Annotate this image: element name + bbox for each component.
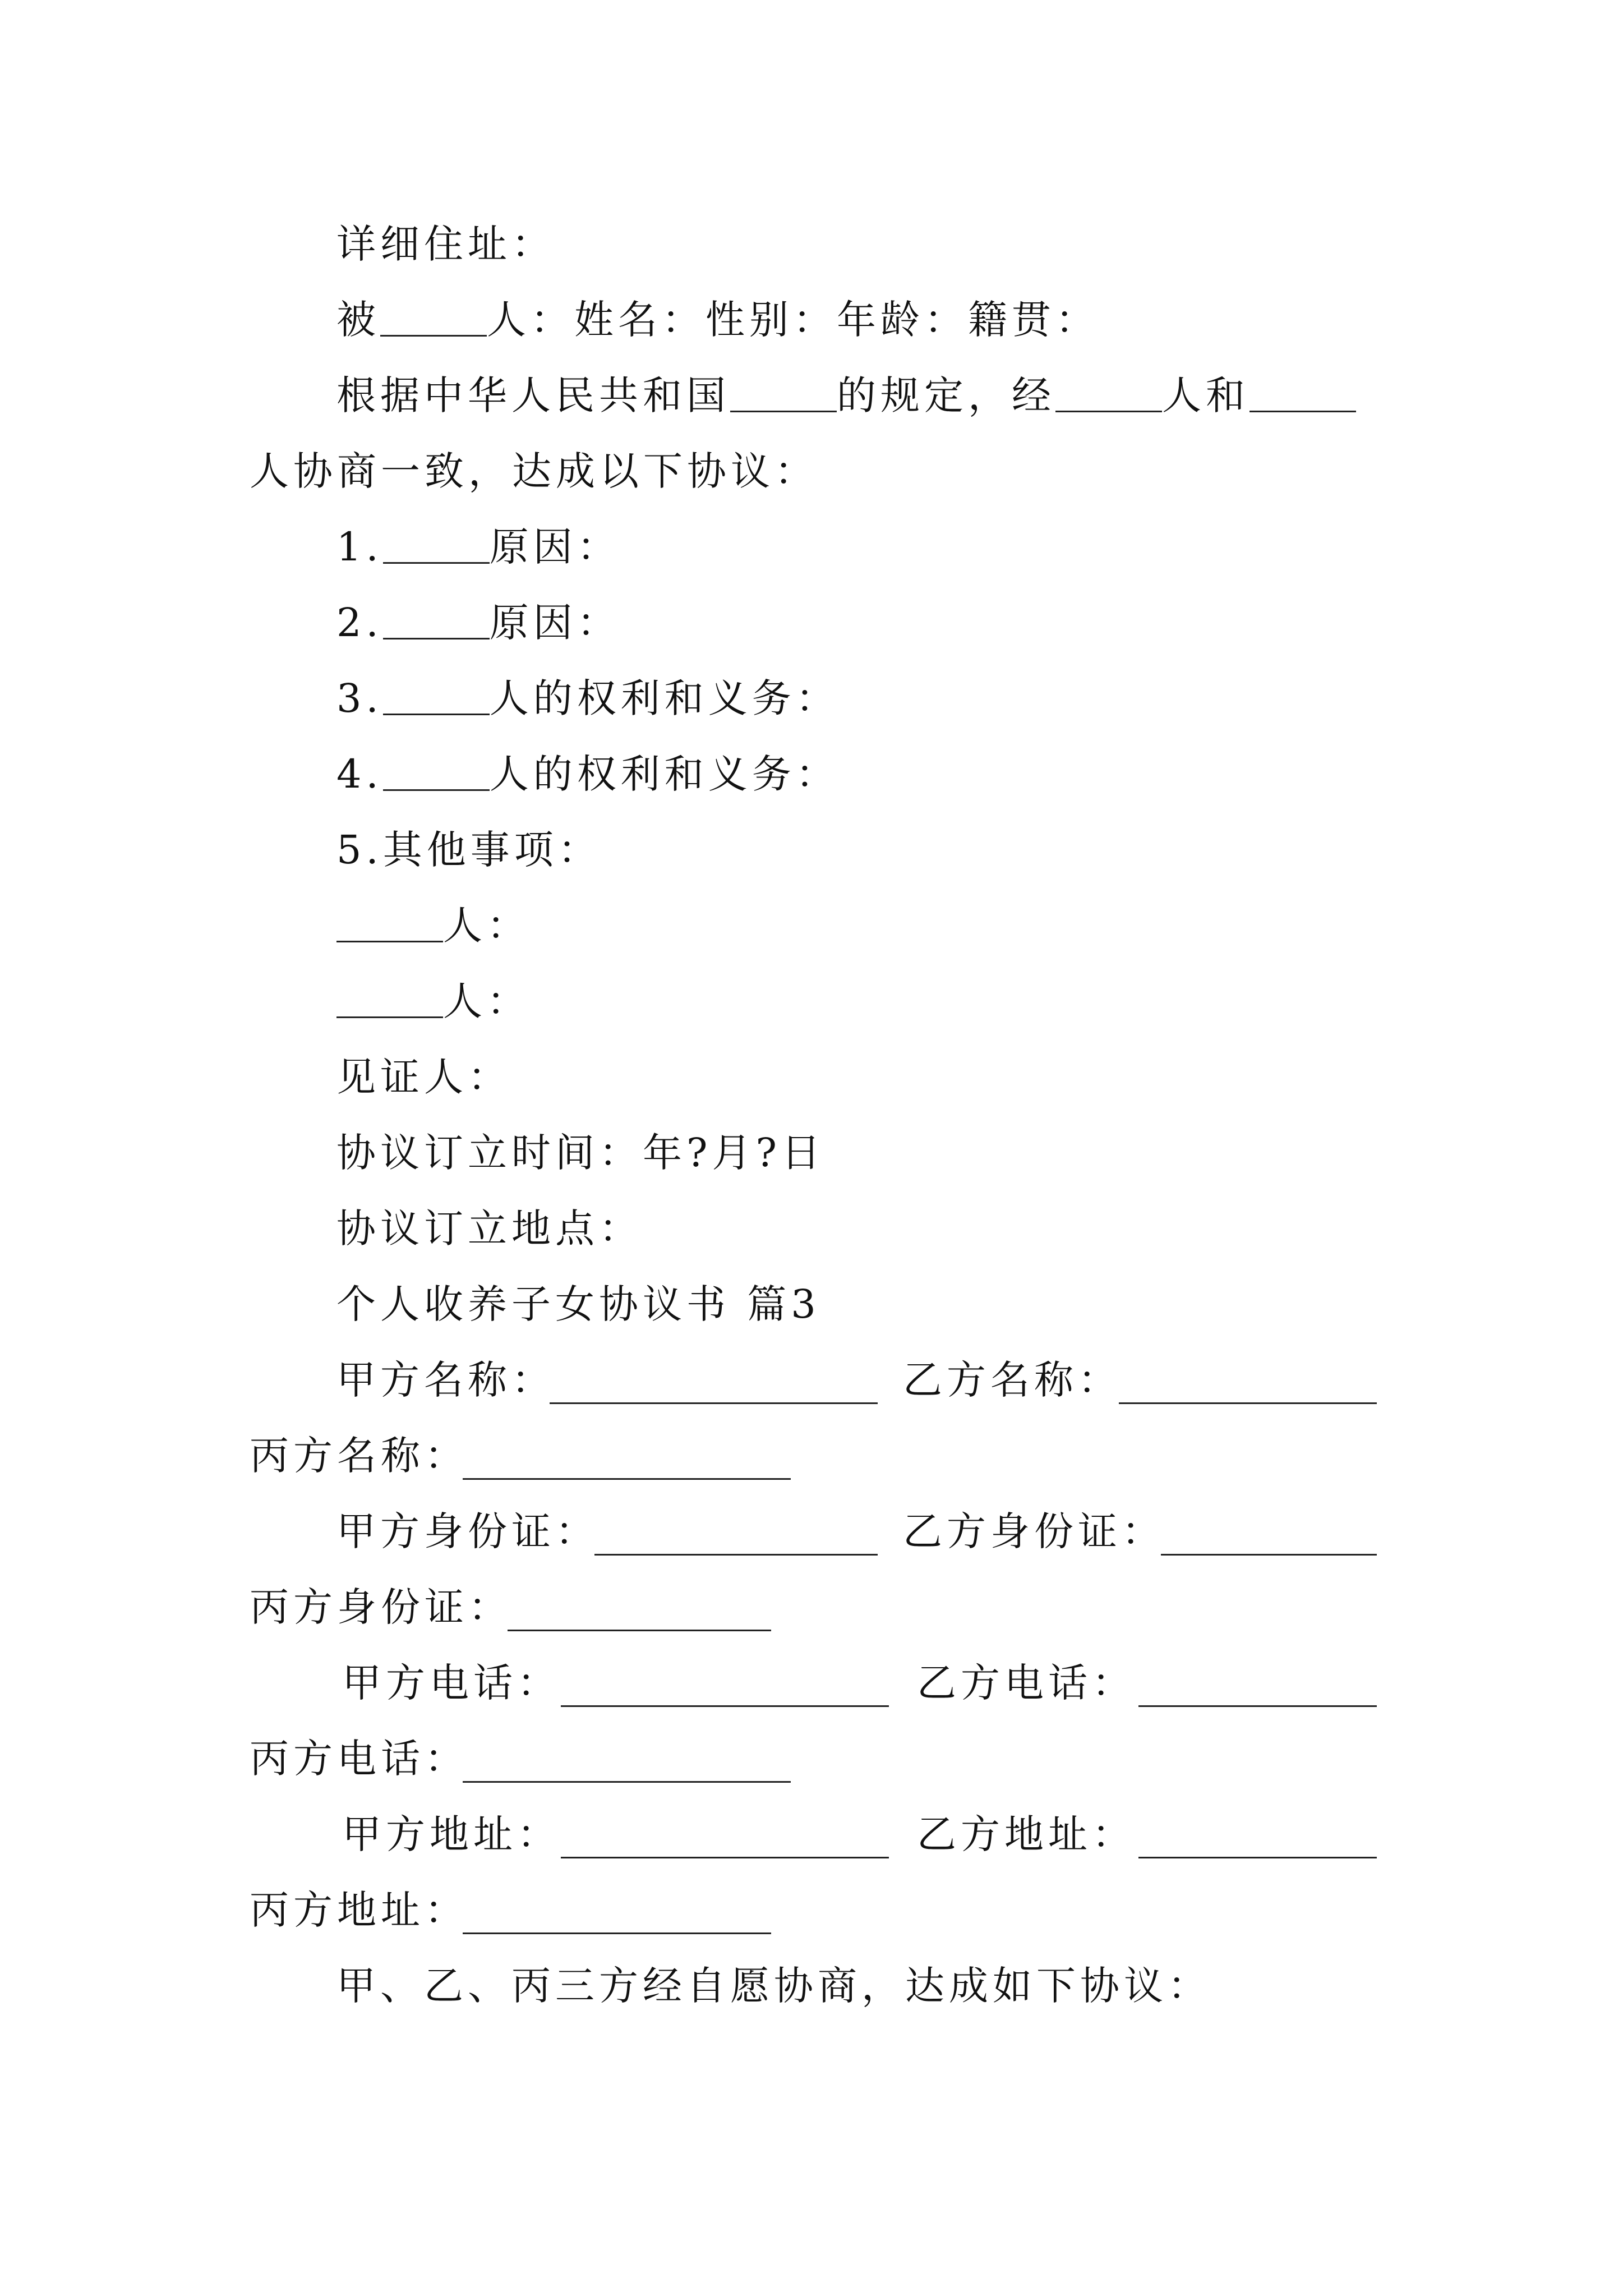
blank-field[interactable] — [383, 599, 490, 639]
legal-basis-text: 根据中华人民共和国 — [336, 372, 730, 418]
blank-field[interactable] — [1055, 371, 1162, 412]
agreement-intro-text: 人协商一致，达成以下协议： — [250, 448, 818, 494]
item-1-line — [336, 516, 621, 578]
section-title-line — [336, 1273, 820, 1335]
item-text: 人的权利和义务： — [489, 675, 840, 721]
party-b-id-field[interactable] — [1161, 1554, 1377, 1556]
item-text: 原因： — [489, 524, 621, 570]
item-3-line — [336, 668, 840, 729]
party-a-phone-label: 甲方电话： — [342, 1660, 561, 1706]
party-c-address-field[interactable] — [463, 1932, 771, 1934]
blank-field[interactable] — [383, 523, 490, 564]
party-a-name-label: 甲方名称： — [336, 1357, 555, 1403]
party-b-phone-label: 乙方电话： — [917, 1660, 1136, 1706]
legal-basis-text-3: 人和 — [1162, 372, 1249, 418]
agreement-intro-line — [250, 440, 818, 502]
party-b-name-line — [903, 1349, 1122, 1411]
agreement-date-label: 协议订立时间：年?月?日 — [336, 1130, 826, 1176]
blank-field[interactable] — [336, 977, 443, 1018]
party-c-phone-label: 丙方电话： — [250, 1736, 468, 1782]
party-a-name-field[interactable] — [550, 1402, 878, 1404]
item-text: 人的权利和义务： — [489, 751, 840, 797]
party-b-phone-line — [917, 1652, 1136, 1714]
agreement-place-label: 协议订立地点： — [336, 1205, 643, 1251]
blank-field[interactable] — [336, 901, 443, 942]
party-a-phone-field[interactable] — [561, 1705, 889, 1707]
party-c-name-field[interactable] — [463, 1478, 791, 1480]
party-a-address-line — [342, 1803, 561, 1865]
item-text: 原因： — [489, 600, 621, 646]
party-b-name-field[interactable] — [1119, 1402, 1377, 1404]
party-info-line — [336, 289, 1099, 351]
party-a-id-line — [336, 1501, 599, 1562]
party-c-phone-line — [250, 1728, 468, 1789]
item-number: 1. — [336, 524, 383, 570]
signer-1-line — [336, 895, 531, 956]
item-5-line — [336, 819, 602, 881]
party-a-address-field[interactable] — [561, 1857, 889, 1858]
party-b-phone-field[interactable] — [1138, 1705, 1377, 1707]
party-c-address-label: 丙方地址： — [250, 1887, 468, 1933]
party-c-id-field[interactable] — [508, 1630, 771, 1631]
item-2-line — [336, 592, 621, 654]
party-b-id-line — [903, 1501, 1165, 1562]
party-b-id-label: 乙方身份证： — [903, 1508, 1165, 1554]
agreement-place-line — [336, 1198, 643, 1259]
party-c-name-label: 丙方名称： — [250, 1433, 468, 1479]
blank-field[interactable] — [1249, 371, 1356, 412]
blank-field[interactable] — [383, 750, 490, 791]
party-b-address-line — [917, 1803, 1136, 1865]
blank-field[interactable] — [730, 371, 837, 412]
party-prefix: 被 — [336, 297, 380, 343]
item-number: 4. — [336, 751, 383, 797]
party-name-line — [336, 1349, 555, 1411]
item-text: 5.其他事项： — [336, 827, 602, 873]
agreement-date-line — [336, 1122, 825, 1184]
final-agreement-text: 甲、乙、丙三方经自愿协商，达成如下协议： — [336, 1963, 1211, 2009]
party-c-phone-field[interactable] — [463, 1781, 791, 1783]
party-c-id-line — [250, 1576, 512, 1638]
party-b-name-label: 乙方名称： — [903, 1357, 1122, 1403]
signer-label: 人： — [443, 903, 531, 949]
detail-address-line — [336, 213, 555, 275]
detail-address-label: 详细住址： — [336, 221, 555, 267]
item-number: 3. — [336, 675, 383, 721]
section-title: 个人收养子女协议书 篇3 — [336, 1281, 820, 1327]
party-b-address-field[interactable] — [1138, 1857, 1377, 1858]
party-c-address-line — [250, 1879, 468, 1941]
party-a-id-field[interactable] — [594, 1554, 878, 1556]
legal-basis-text-2: 的规定，经 — [837, 372, 1055, 418]
blank-field[interactable] — [380, 296, 487, 337]
party-c-id-label: 丙方身份证： — [250, 1584, 512, 1630]
party-b-address-label: 乙方地址： — [917, 1811, 1136, 1857]
party-a-phone-line — [342, 1652, 561, 1714]
legal-basis-line — [336, 365, 1356, 426]
item-number: 2. — [336, 600, 383, 646]
final-agreement-line — [336, 1955, 1211, 2017]
signer-label: 人： — [443, 978, 531, 1024]
party-a-address-label: 甲方地址： — [342, 1811, 561, 1857]
party-c-name-line — [250, 1425, 468, 1487]
signer-2-line — [336, 970, 531, 1032]
party-a-id-label: 甲方身份证： — [336, 1508, 599, 1554]
blank-field[interactable] — [383, 674, 490, 715]
witness-label: 见证人： — [336, 1054, 511, 1100]
witness-line — [336, 1046, 511, 1108]
item-4-line — [336, 743, 840, 805]
party-fields-label: 人：姓名：性别：年龄：籍贯： — [487, 297, 1099, 343]
